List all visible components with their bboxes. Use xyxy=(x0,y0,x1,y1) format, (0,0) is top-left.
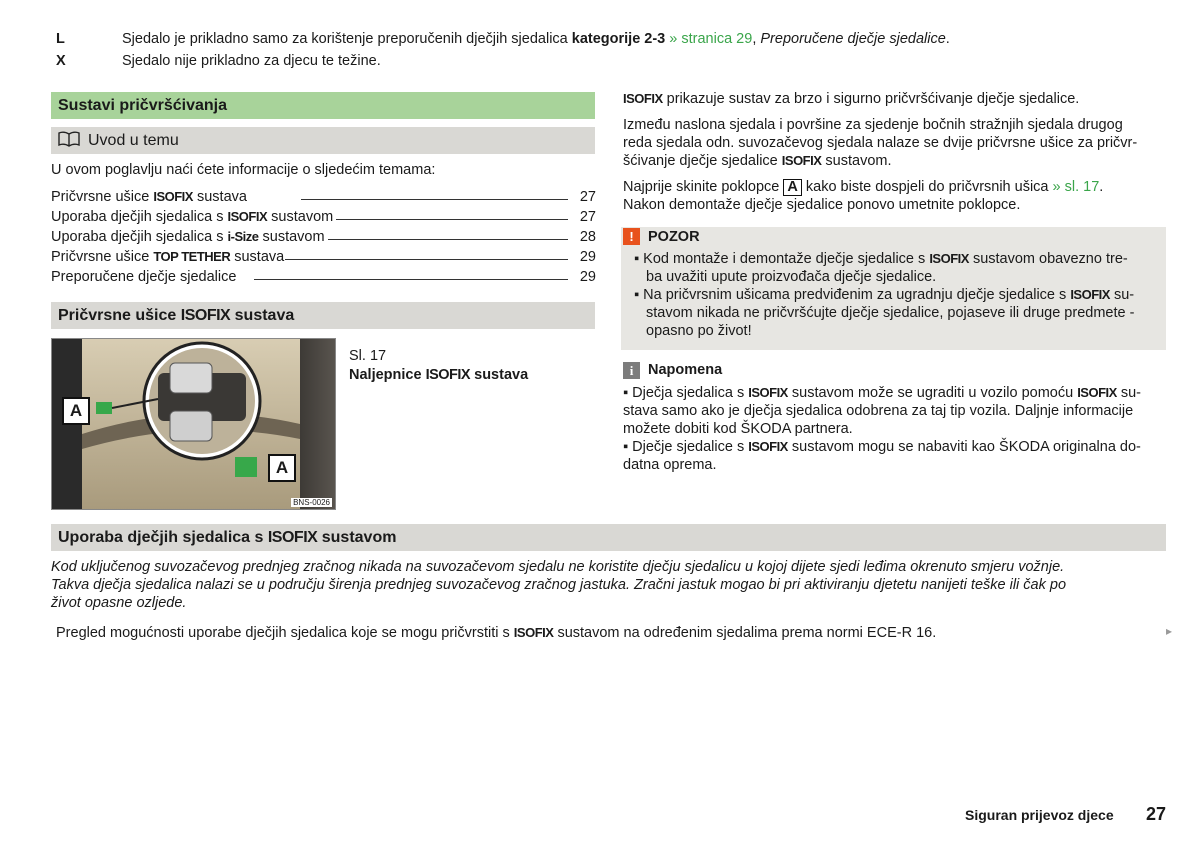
usage-warning: Kod uključenog suvozačevog prednjeg zračnog nikada na suvozačevom sjedalu ne koristite dječju sjedalicu u kojoj dijete sjedi leđima okrenuto smjeru vožnje. Takva dječja sjedalica nalazi se u području širenja prednjeg suvozačevog zračnog jastuka. Zračni jastuk mogao bi pri aktiviranju djetetu nanijeti teške ili čak po život opasne ozljede. xyxy=(51,559,1067,611)
toc-page: 29 xyxy=(579,269,596,285)
legend-end: . xyxy=(945,31,950,47)
warning-item: ▪ Kod montaže i demontaže dječje sjedalice s ISOFIX sustavom obavezno tre- ba uvažiti upute proizvođača dječje sjedalice. ▪ Na pričvrsnim ušicama predviđenim za ugradnju dječje sjedalice s ISOFIX su- stavom nikada ne pričvršćujte dječje sjedalice, pojaseve ili druge predmete - opasno po život! xyxy=(634,251,1135,339)
toc-item[interactable] xyxy=(51,187,596,207)
intro-title-bar xyxy=(51,127,595,154)
toc-label: Pričvrsne ušice TOP TETHER sustava xyxy=(51,249,285,265)
legend-italic: Preporučene dječje sjedalice xyxy=(760,31,946,47)
intro-title: Uvod u temu xyxy=(88,132,179,149)
figure-number: Sl. 17 xyxy=(349,348,387,364)
figure-caption: Naljepnice ISOFIX sustava xyxy=(349,367,529,383)
toc-leader xyxy=(254,279,568,280)
legend-bold: kategorije 2-3 xyxy=(571,31,666,47)
continue-arrow-icon: ▸ xyxy=(1166,624,1173,638)
toc-leader xyxy=(336,219,568,220)
marker-a-inline: A xyxy=(783,179,801,196)
right-paragraph-2: Između naslona sjedala i površine za sjedenje bočnih stražnjih sjedala drugog reda sjedala odn. suvozačevog sjedala nalaze se dvije pričvrsne ušice za pričvr- šćivanje dječje sjedalice ISOFIX sustavom. xyxy=(623,117,1138,169)
toc-label: Preporučene dječje sjedalice xyxy=(51,269,237,285)
isofix-seat-illustration xyxy=(52,339,336,510)
figure-marker-a: A xyxy=(268,454,296,482)
toc-item[interactable] xyxy=(51,267,596,287)
note-item: ▪ Dječja sjedalica s ISOFIX sustavom može se ugraditi u vozilo pomoću ISOFIX su- stava samo ako je dječja sjedalica odobrena za taj tip vozila. Daljnje informacije možete dobiti kod ŠKODA partnera. ▪ Dječje sjedalice s ISOFIX sustavom mogu se nabaviti kao ŠKODA originalna do- datna oprema. xyxy=(623,385,1141,473)
book-icon xyxy=(58,131,80,147)
figure-link[interactable]: » sl. 17 xyxy=(1048,179,1100,195)
toc-label: Uporaba dječjih sjedalica s i-Size sustavom xyxy=(51,229,325,245)
toc-leader xyxy=(301,199,568,200)
right-paragraph-3: Najprije skinite poklopce A kako biste dospjeli do pričvrsnih ušica » sl. 17. Nakon demontaže dječje sjedalice ponovo umetnite poklopce. xyxy=(623,179,1104,213)
legend-key-l: L xyxy=(56,31,65,47)
toc-label: Pričvrsne ušice ISOFIX sustava xyxy=(51,189,247,205)
subsection-title: Pričvrsne ušice ISOFIX sustava xyxy=(51,302,595,329)
info-icon: i xyxy=(623,362,640,379)
toc-item[interactable] xyxy=(51,247,596,267)
toc-page: 27 xyxy=(579,189,596,205)
page-link[interactable]: » stranica 29 xyxy=(665,31,753,47)
toc-leader xyxy=(328,239,568,240)
figure-image xyxy=(51,338,336,510)
figure-code: BNS-0026 xyxy=(293,498,330,507)
section-title: Sustavi pričvršćivanja xyxy=(51,92,595,119)
right-paragraph-1: ISOFIX prikazuje sustav za brzo i sigurno pričvršćivanje dječje sjedalice. xyxy=(623,91,1080,107)
figure-marker-a: A xyxy=(62,397,90,425)
legend-text: Sjedalo je prikladno samo za korištenje preporučenih dječjih sjedalica xyxy=(122,31,572,47)
toc-item[interactable] xyxy=(51,227,596,247)
legend-text-l xyxy=(122,31,950,47)
toc-leader xyxy=(285,259,568,260)
usage-body: Pregled mogućnosti uporabe dječjih sjedalica koje se mogu pričvrstiti s ISOFIX sustavom na određenim sjedalima prema normi ECE-R 16. xyxy=(56,625,937,641)
intro-lead: U ovom poglavlju naći ćete informacije o sljedećim temama: xyxy=(51,162,436,178)
toc-label: Uporaba dječjih sjedalica s ISOFIX sustavom xyxy=(51,209,334,225)
toc-page: 27 xyxy=(579,209,596,225)
toc-page: 29 xyxy=(579,249,596,265)
legend-key-x: X xyxy=(56,53,66,69)
usage-title: Uporaba dječjih sjedalica s ISOFIX sustavom xyxy=(51,524,1166,551)
legend-text-x: Sjedalo nije prikladno za djecu te težine. xyxy=(122,53,381,69)
warning-icon: ! xyxy=(623,228,640,245)
warning-title: POZOR xyxy=(648,229,700,245)
footer-page-number: 27 xyxy=(1146,804,1167,824)
legend-sep: , xyxy=(752,31,761,47)
toc-item[interactable] xyxy=(51,207,596,227)
note-title: Napomena xyxy=(648,362,723,378)
toc-page: 28 xyxy=(579,229,596,245)
footer-chapter: Siguran prijevoz djece xyxy=(965,807,1114,823)
